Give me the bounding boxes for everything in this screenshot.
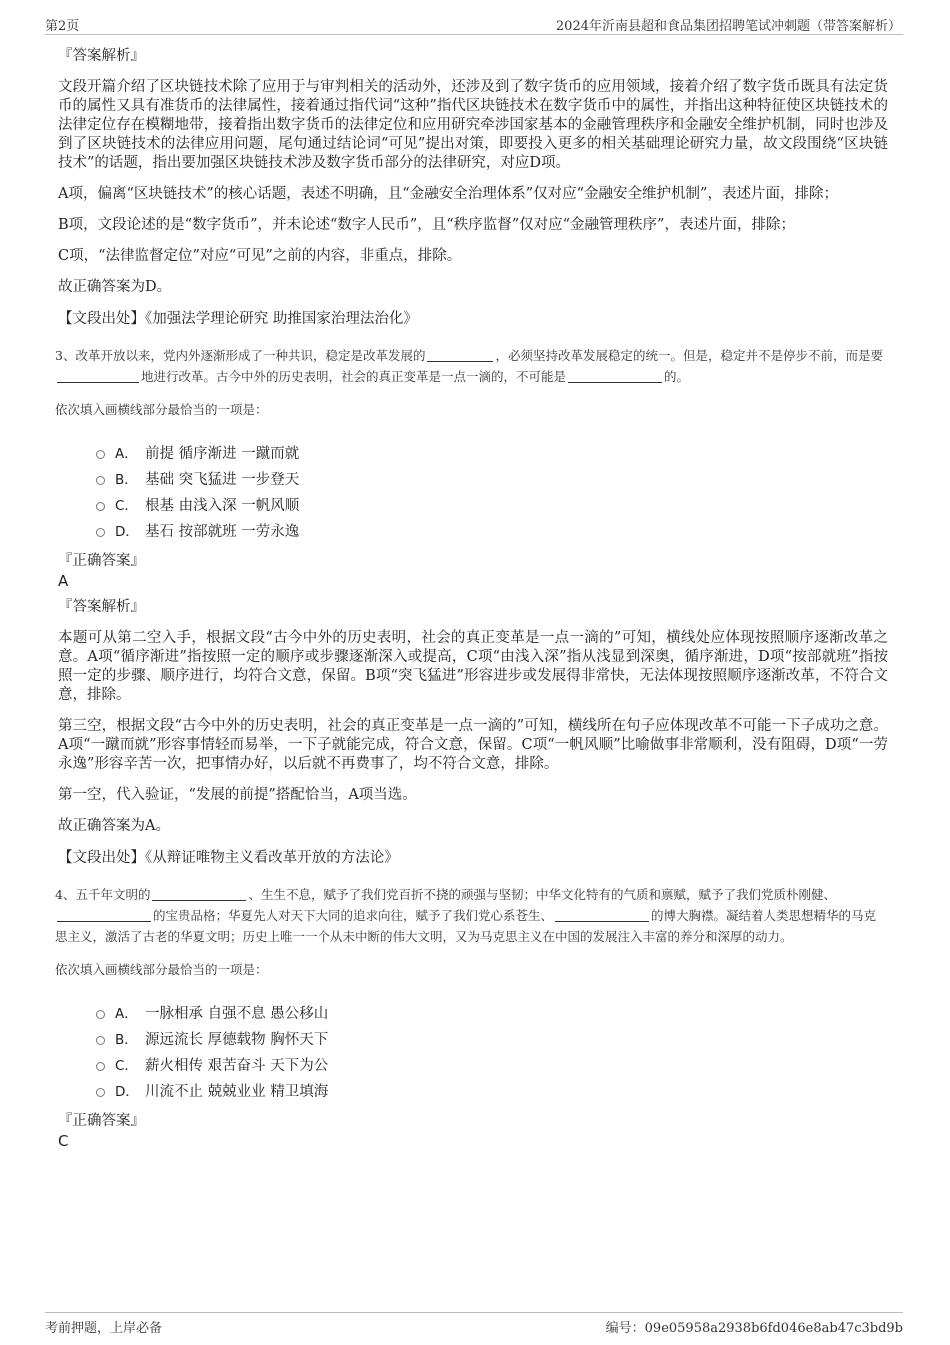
fill-blank [427,347,493,362]
question-4-stem: 4、五千年文明的 、生生不息，赋予了我们党百折不挠的顽强与坚韧；中华文化特有的气质和禀赋，赋予了我们党质朴刚健、的宝贵品格；华夏先人对天下大同的追求向往，赋予了我们党心系苍生、 的博大胸襟。凝结着人类思想精华的马克思主义，激活了古老的华夏文明；历史上唯一一个从未中断的伟大文明，又为马克思主义在中国的发展注入丰富的养分和深厚的动力。 [55,887,877,944]
fill-blank [568,368,662,383]
footer-slogan: 考前押题，上岸必备 [45,1321,163,1336]
fill-blank [57,368,139,383]
question-3-options [96,439,888,543]
analysis-paragraph: 文段开篇介绍了区块链技术除了应用于与审判相关的活动外，还涉及到了数字货币的应用领域，接着介绍了数字货币既具有法定货币的属性又具有准货币的法律属性，接着通过指代词“这种”指代区块链技术在数字货币中的属性，并指出这种特征使区块链技术的法律定位存在模糊地带，接着指出数字货币的法律定位和应用研究牵涉国家基本的金融管理秩序和金融安全维护机制，同时也涉及到了区块链技术的法律应用问题，尾句通过结论词“可见”提出对策，即要投入更多的相关基础理论研究力量，故文段围绕“区块链技术”的话题，指出要加强区块链技术涉及数字货币部分的法律研究，对应D项。 [58,79,888,171]
option-a[interactable]: A． 前提 循序渐进 一蹴而就 [96,439,888,465]
radio-icon[interactable] [96,502,105,511]
analysis-paragraph: A项，偏离“区块链技术”的核心话题，表述不明确，且“金融安全治理体系”仅对应“金融安全维护机制”，表述片面，排除； [58,186,838,202]
question-4-options [96,999,888,1103]
question-prompt: 依次填入画横线部分最恰当的一项是： [55,962,268,977]
correct-answer: C [58,1132,69,1150]
option-a[interactable]: A． 一脉相承 自强不息 愚公移山 [96,999,888,1025]
analysis-paragraph: B项，文段论述的是“数字货币”，并未论述“数字人民币”，且“秩序监督”仅对应“金融管理秩序”，表述片面，排除； [58,217,795,233]
fill-blank [555,907,649,922]
page-header [45,14,903,35]
radio-icon[interactable] [96,1088,105,1097]
correct-answer-title: 『正确答案』 [58,553,145,569]
analysis-paragraph: 本题可从第二空入手，根据文段“古今中外的历史表明，社会的真正变革是一点一滴的”可知，横线处应体现按照顺序逐渐改革之意。A项“循序渐进”指按照一定的顺序或步骤逐渐深入或提高，C项“由浅入深”指从浅显到深奥，循序渐进，D项“按部就班”指按照一定的步骤、顺序进行，均符合文意，保留。B项“突飞猛进”形容进步或发展得非常快，无法体现按照顺序逐渐改革，不符合文意，排除。 [58,630,888,703]
source-citation: 【文段出处】《加强法学理论研究 助推国家治理法治化》 [58,311,418,327]
radio-icon[interactable] [96,528,105,537]
radio-icon[interactable] [96,1036,105,1045]
option-b[interactable]: B． 基础 突飞猛进 一步登天 [96,465,888,491]
page-number: 第2页 [45,19,80,34]
fill-blank [152,886,246,901]
analysis-paragraph: C项，“法律监督定位”对应“可见”之前的内容，非重点，排除。 [58,248,462,264]
option-b[interactable]: B． 源远流长 厚德载物 胸怀天下 [96,1025,888,1051]
option-d[interactable]: D． 川流不止 兢兢业业 精卫填海 [96,1077,888,1103]
page-content [55,46,888,1157]
page-footer [45,1312,903,1336]
option-c[interactable]: C． 根基 由浅入深 一帆风顺 [96,491,888,517]
option-c[interactable]: C． 薪火相传 艰苦奋斗 天下为公 [96,1051,888,1077]
analysis-paragraph: 第一空，代入验证，“发展的前提”搭配恰当，A项当选。 [58,787,417,803]
analysis-paragraph: 第三空，根据文段“古今中外的历史表明，社会的真正变革是一点一滴的”可知，横线所在句子应体现改革不可能一下子成功之意。A项“一蹴而就”形容事情轻而易举，一下子就能完成，符合文意，保留。C项“一帆风顺”比喻做事非常顺利，没有阻碍，D项“一劳永逸”形容辛苦一次，把事情办好，以后就不再费事了，均不符合文意，排除。 [58,718,888,772]
radio-icon[interactable] [96,476,105,485]
analysis-title: 『答案解析』 [58,48,145,64]
analysis-paragraph: 故正确答案为A。 [58,818,170,834]
correct-answer: A [58,572,69,590]
question-3-stem: 3、改革开放以来，党内外逐渐形成了一种共识，稳定是改革发展的 ，必须坚持改革发展稳定的统一。但是，稳定并不是停步不前，而是要地进行改革。古今中外的历史表明，社会的真正变革是一点一滴的，不可能是 的。 [55,348,883,384]
fill-blank [57,907,151,922]
document-id: 编号：09e05958a2938b6fd046e8ab47c3bd9b [605,1321,903,1336]
radio-icon[interactable] [96,450,105,459]
correct-answer-title: 『正确答案』 [58,1113,145,1129]
analysis-paragraph: 故正确答案为D。 [58,279,172,295]
source-citation: 【文段出处】《从辩证唯物主义看改革开放的方法论》 [58,850,399,866]
radio-icon[interactable] [96,1062,105,1071]
option-d[interactable]: D． 基石 按部就班 一劳永逸 [96,517,888,543]
document-title: 2024年沂南县超和食品集团招聘笔试冲刺题（带答案解析） [555,19,901,34]
analysis-title: 『答案解析』 [58,599,145,615]
question-prompt: 依次填入画横线部分最恰当的一项是： [55,402,268,417]
radio-icon[interactable] [96,1010,105,1019]
